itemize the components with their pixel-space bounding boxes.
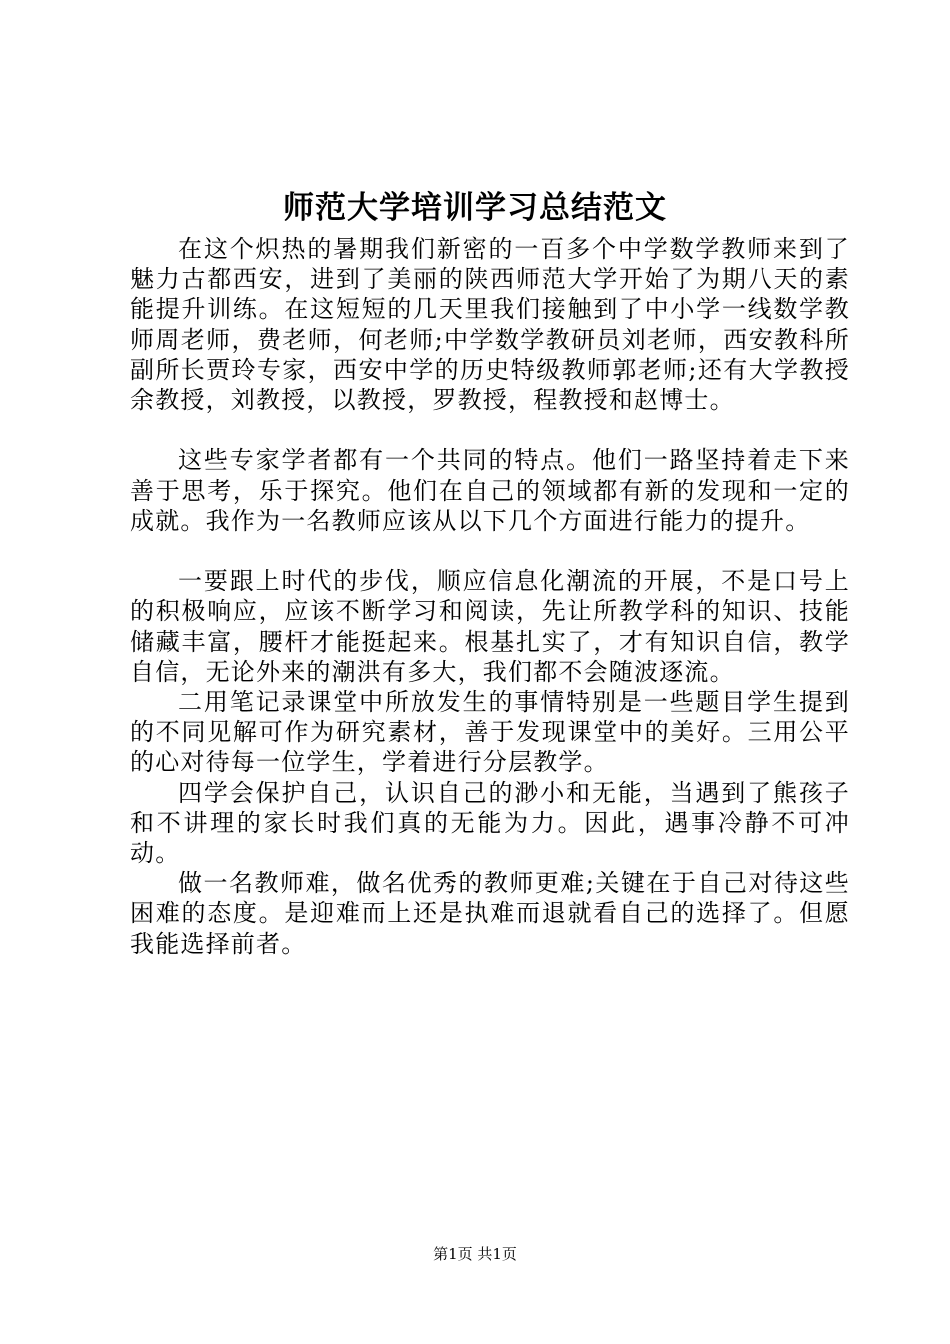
paragraph-6: 做一名教师难，做名优秀的教师更难;关键在于自己对待这些困难的态度。是迎难而上还是执难而退就看自己的选择了。但愿我能选择前者。 bbox=[130, 869, 850, 958]
paragraph-spacer bbox=[130, 536, 850, 566]
paragraph-3: 一要跟上时代的步伐，顺应信息化潮流的开展，不是口号上的积极响应，应该不断学习和阅读，先让所教学科的知识、技能储藏丰富，腰杆才能挺起来。根基扎实了，才有知识自信，教学自信，无论外来的潮洪有多大，我们都不会随波逐流。 bbox=[130, 567, 850, 686]
paragraph-1: 在这个炽热的暑期我们新密的一百多个中学数学教师来到了魅力古都西安，进到了美丽的陕西师范大学开始了为期八天的素能提升训练。在这短短的几天里我们接触到了中小学一线数学教师周老师，费老师，何老师;中学数学教研员刘老师，西安教科所副所长贾玲专家，西安中学的历史特级教师郭老师;还有大学教授余教授，刘教授，以教授，罗教授，程教授和赵博士。 bbox=[130, 235, 850, 415]
paragraph-spacer bbox=[130, 415, 850, 445]
page-title: 师范大学培训学习总结范文 bbox=[283, 190, 667, 226]
paragraph-2: 这些专家学者都有一个共同的特点。他们一路坚持着走下来善于思考，乐于探究。他们在自己的领域都有新的发现和一定的成就。我作为一名教师应该从以下几个方面进行能力的提升。 bbox=[130, 446, 850, 535]
document-body bbox=[130, 234, 850, 959]
page-footer: 第1页 共1页 bbox=[433, 1245, 517, 1263]
paragraph-5: 四学会保护自己，认识自己的渺小和无能，当遇到了熊孩子和不讲理的家长时我们真的无能为力。因此，遇事冷静不可冲动。 bbox=[130, 778, 850, 868]
paragraph-4: 二用笔记录课堂中所放发生的事情特别是一些题目学生提到的不同见解可作为研究素材，善于发现课堂中的美好。三用公平的心对待每一位学生，学着进行分层教学。 bbox=[130, 688, 850, 777]
